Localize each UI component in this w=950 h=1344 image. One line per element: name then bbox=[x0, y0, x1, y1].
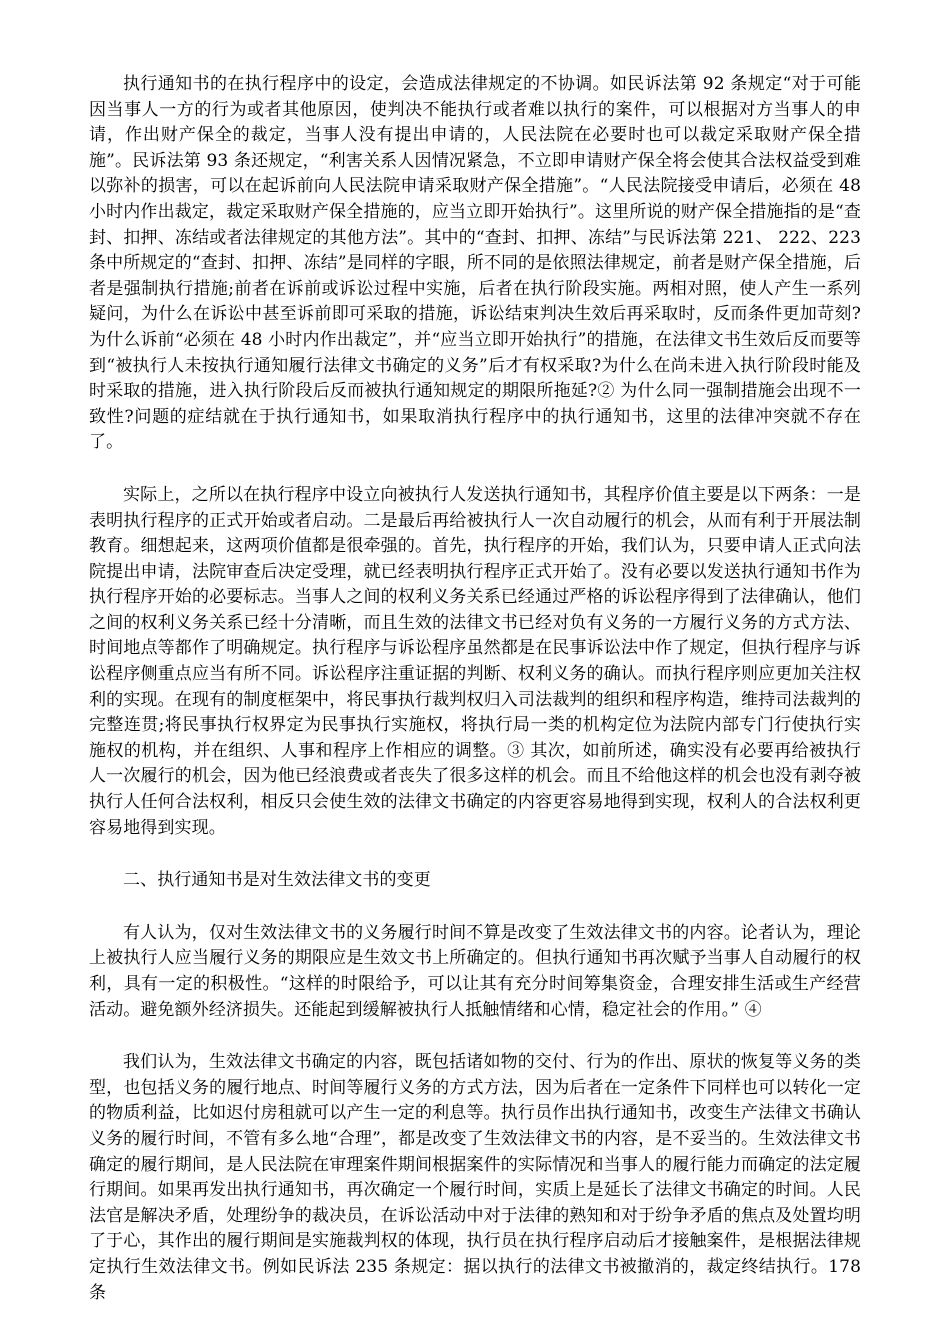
document-body bbox=[89, 72, 861, 1333]
paragraph-our-view: 我们认为，生效法律文书确定的内容，既包括诸如物的交付、行为的作出、原状的恢复等义务的类型，也包括义务的履行地点、时间等履行义务的方式方法，因为后者在一定条件下同样也可以转化一定的物质利益，比如迟付房租就可以产生一定的利息等。执行员作出执行通知书，改变生产法律文书确认义务的履行时间，不管有多么地“合理”，都是改变了生效法律文书的内容，是不妥当的。生效法律文书确定的履行期间，是人民法院在审理案件期间根据案件的实际情况和当事人的履行能力而确定的法定履行期间。如果再发出执行通知书，再次确定一个履行时间，实质上是延长了法律文书确定的时间。人民法官是解决矛盾，处理纷争的裁决员，在诉讼活动中对于法律的熟知和对于纷争矛盾的焦点及处置均明了于心，其作出的履行期间是实施裁判权的体现，执行员在执行程序启动后才接触案件，是根据法律规定执行生效法律文书。例如民诉法 235 条规定：据以执行的法律文书被撤消的，裁定终结执行。178 条 bbox=[89, 1052, 861, 1303]
paragraph-procedural-value: 实际上，之所以在执行程序中设立向被执行人发送执行通知书，其程序价值主要是以下两条：一是表明执行程序的正式开始或者启动。二是最后再给被执行人一次自动履行的机会，从而有利于开展法制教育。细想起来，这两项价值都是很牵强的。首先，执行程序的开始，我们认为，只要申请人正式向法院提出申请，法院审查后决定受理，就已经表明执行程序正式开始了。没有必要以发送执行通知书作为执行程序开始的必要标志。当事人之间的权利义务关系已经通过严格的诉讼程序得到了法律确认，他们之间的权利义务关系已经十分清晰，而且生效的法律文书已经对负有义务的一方履行义务的方式方法、时间地点等都作了明确规定。执行程序与诉讼程序虽然都是在民事诉讼法中作了规定，但执行程序与诉讼程序侧重点应当有所不同。诉讼程序注重证据的判断、权利义务的确认。而执行程序则应更加关注权利的实现。在现有的制度框架中，将民事执行裁判权归入司法裁判的组织和程序构造，维持司法裁判的完整连贯;将民事执行权界定为民事执行实施权，将执行局一类的机构定位为法院内部专门行使执行实施权的机构，并在组织、人事和程序上作相应的调整。③ 其次，如前所述，确实没有必要再给被执行人一次履行的机会，因为他已经浪费或者丧失了很多这样的机会。而且不给他这样的机会也没有剥夺被执行人任何合法权利，相反只会使生效的法律文书确定的内容更容易地得到实现，权利人的合法权利更容易地得到实现。 bbox=[89, 484, 861, 838]
section-heading: 二、执行通知书是对生效法律文书的变更 bbox=[123, 870, 431, 891]
paragraph-enforcement-notice-conflict: 执行通知书的在执行程序中的设定，会造成法律规定的不协调。如民诉法第 92 条规定“对于可能因当事人一方的行为或者其他原因，使判决不能执行或者难以执行的案件，可以根据对方当事人的申请，作出财产保全的裁定，当事人没有提出申请的，人民法院在必要时也可以裁定采取财产保全措施”。民诉法第 93 条还规定，“利害关系人因情况紧急，不立即申请财产保全将会使其合法权益受到难以弥补的损害，可以在起诉前向人民法院申请采取财产保全措施”。“人民法院接受申请后，必须在 48 小时内作出裁定，裁定采取财产保全措施的，应当立即开始执行”。这里所说的财产保全措施指的是“查封、扣押、冻结或者法律规定的其他方法”。其中的“查封、扣押、冻结”与民诉法第 221、 222、223 条中所规定的“查封、扣押、冻结”是同样的字眼，所不同的是依照法律规定，前者是财产保全措施，后者是强制执行措施;前者在诉前或诉讼过程中实施，后者在执行阶段实施。两相对照，使人产生一系列疑问，为什么在诉讼中甚至诉前即可采取的措施，诉讼结束判决生效后再采取时，反而条件更加苛刻?为什么诉前“必须在 48 小时内作出裁定”，并“应当立即开始执行”的措施，在法律文书生效后反而要等到“被执行人未按执行通知履行法律文书确定的义务”后才有权采取?为什么在尚未进入执行阶段时能及时采取的措施，进入执行阶段后反而被执行通知规定的期限所拖延?② 为什么同一强制措施会出现不一致性?问题的症结就在于执行通知书，如果取消执行程序中的执行通知书，这里的法律冲突就不存在了。 bbox=[89, 74, 861, 453]
paragraph-opposing-view: 有人认为，仅对生效法律文书的义务履行时间不算是改变了生效法律文书的内容。论者认为，理论上被执行人应当履行义务的期限应是生效文书上所确定的。但执行通知书再次赋予当事人自动履行的权利，具有一定的积极性。“这样的时限给予，可以让其有充分时间筹集资金，合理安排生活或生产经营活动。避免额外经济损失。还能起到缓解被执行人抵触情绪和心情，稳定社会的作用。” ④ bbox=[89, 922, 861, 1020]
